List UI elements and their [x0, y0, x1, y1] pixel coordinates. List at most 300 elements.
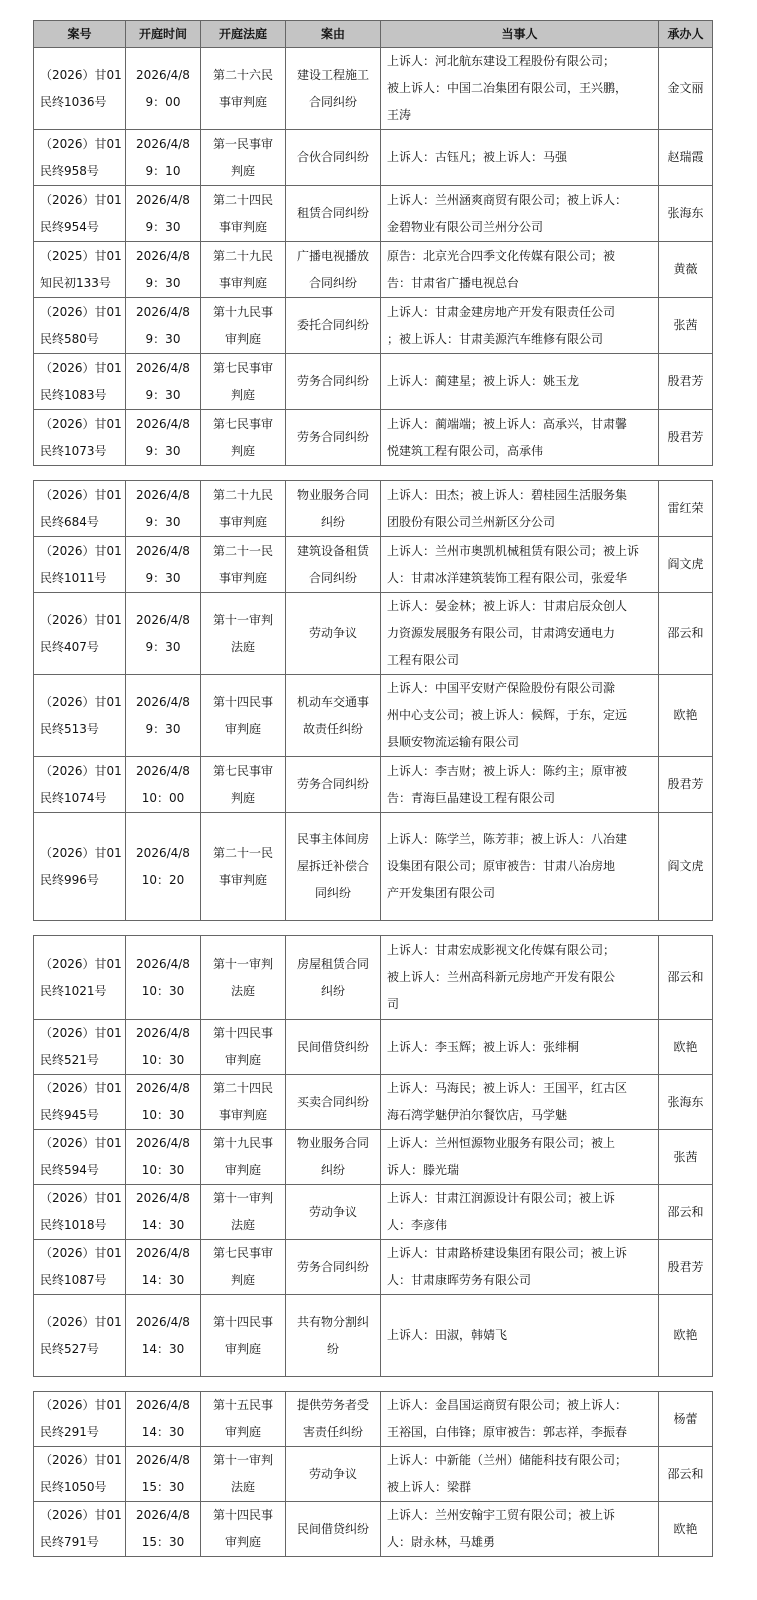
parties-cell — [381, 1130, 659, 1185]
judge-cell — [659, 242, 713, 298]
case-number-cell-line: 民终684号 — [40, 514, 99, 529]
judge-cell-line: 黄薇 — [673, 262, 698, 276]
case-number-cell — [34, 1392, 126, 1447]
case-number-cell-line: 民终1036号 — [40, 94, 107, 109]
case-cause-cell — [286, 1502, 381, 1557]
table-row — [34, 936, 713, 1020]
case-number-cell-line: （2026）甘01 — [40, 1246, 122, 1260]
case-number-cell-line: （2026）甘01 — [40, 694, 122, 709]
parties-cell-line: 州中心支公司；被上诉人：候辉，于东，定远 — [387, 708, 628, 722]
case-cause-cell-line: 劳务合同纠纷 — [296, 777, 369, 791]
courtroom-cell — [201, 130, 286, 186]
courtroom-cell — [201, 1075, 286, 1130]
hearing-time-cell-line: 2026/4/8 — [136, 1508, 190, 1522]
parties-cell — [381, 354, 659, 410]
hearing-time-cell-line: 10：30 — [141, 983, 185, 998]
case-number-cell-line: 民终1083号 — [40, 387, 107, 402]
hearing-time-cell-line: 2026/4/8 — [136, 1246, 190, 1260]
courtroom-cell-line: 第十九民事 — [212, 304, 273, 319]
courtroom-cell — [201, 354, 286, 410]
parties-cell-line: 王涛 — [387, 108, 412, 122]
table-row — [34, 1240, 713, 1295]
table-row — [34, 757, 713, 813]
judge-cell-line: 邵云和 — [667, 1204, 704, 1219]
case-cause-cell-line: 建设工程施工 — [296, 67, 369, 82]
judge-cell-line: 欧艳 — [673, 1039, 698, 1054]
courtroom-cell-line: 事审判庭 — [218, 514, 267, 529]
hearing-time-cell-line: 9：30 — [145, 514, 181, 529]
courtroom-cell-line: 第二十九民 — [212, 248, 273, 263]
hearing-time-cell-line: 2026/4/8 — [136, 487, 190, 502]
hearing-time-cell-line: 9：30 — [145, 570, 181, 585]
courtroom-cell-line: 第十五民事 — [212, 1398, 273, 1412]
case-number-cell-line: （2026）甘01 — [40, 543, 122, 558]
parties-cell-line: 上诉人：兰州市奥凯机械租赁有限公司；被上诉 — [387, 543, 640, 558]
parties-cell-line: 原告：北京光合四季文化传媒有限公司；被 — [387, 248, 616, 263]
courtroom-cell — [201, 1502, 286, 1557]
parties-cell — [381, 130, 659, 186]
courtroom-cell-line: 判庭 — [230, 163, 255, 178]
table-row — [34, 1130, 713, 1185]
parties-cell-line: 被上诉人：中国二冶集团有限公司，王兴鹏， — [387, 81, 628, 95]
case-number-cell — [34, 757, 126, 813]
case-cause-cell-line: 民间借贷纠纷 — [296, 1521, 369, 1536]
parties-cell — [381, 1502, 659, 1557]
courtroom-cell-line: 审判庭 — [224, 331, 261, 346]
case-number-cell — [34, 354, 126, 410]
hearing-time-cell — [126, 1075, 201, 1130]
courtroom-cell — [201, 242, 286, 298]
case-number-cell — [34, 48, 126, 130]
judge-cell — [659, 675, 713, 757]
case-cause-cell-line: 劳动争议 — [308, 626, 357, 640]
hearing-time-cell — [126, 1295, 201, 1377]
case-number-cell-line: 民终945号 — [40, 1108, 99, 1122]
case-cause-cell-line: 房屋租赁合同 — [296, 956, 369, 971]
case-number-cell-line: （2026）甘01 — [40, 1453, 122, 1467]
hearing-time-cell-line: 9：30 — [145, 387, 181, 402]
parties-cell — [381, 242, 659, 298]
courtroom-cell-line: 第二十四民 — [212, 192, 273, 207]
parties-cell — [381, 410, 659, 466]
courtroom-cell-line: 第十一审判 — [212, 1191, 273, 1205]
judge-cell-line: 张海东 — [667, 206, 704, 220]
courtroom-cell — [201, 298, 286, 354]
case-number-cell — [34, 298, 126, 354]
judge-cell — [659, 130, 713, 186]
case-number-cell-line: 民终407号 — [40, 639, 99, 654]
courtroom-cell-line: 第七民事审 — [212, 763, 273, 778]
courtroom-cell-line: 法庭 — [230, 639, 255, 654]
courtroom-cell — [201, 757, 286, 813]
hearing-table — [33, 20, 713, 1557]
hearing-time-cell-line: 9：30 — [145, 219, 181, 234]
parties-cell — [381, 298, 659, 354]
case-number-cell — [34, 813, 126, 921]
courtroom-cell-line: 第十一审判 — [212, 956, 273, 971]
case-cause-cell — [286, 186, 381, 242]
case-cause-cell — [286, 481, 381, 537]
parties-cell — [381, 1447, 659, 1502]
case-cause-cell-line: 物业服务合同 — [296, 487, 369, 502]
judge-cell — [659, 537, 713, 593]
judge-cell-line: 阎文虎 — [667, 557, 704, 571]
case-number-cell-line: 民终580号 — [40, 331, 99, 346]
courtroom-cell — [201, 1392, 286, 1447]
hearing-time-cell-line: 15：30 — [141, 1480, 185, 1494]
table-row — [34, 1185, 713, 1240]
parties-cell — [381, 48, 659, 130]
parties-cell — [381, 813, 659, 921]
courtroom-cell-line: 第七民事审 — [212, 360, 273, 375]
judge-cell — [659, 1447, 713, 1502]
page-break — [34, 921, 713, 936]
courtroom-cell-line: 第二十一民 — [212, 543, 273, 558]
judge-cell-line: 邵云和 — [667, 970, 704, 984]
courtroom-cell — [201, 593, 286, 675]
case-number-cell — [34, 936, 126, 1020]
case-cause-cell — [286, 1240, 381, 1295]
hearing-time-cell-line: 2026/4/8 — [136, 1453, 190, 1467]
judge-cell — [659, 48, 713, 130]
parties-cell-line: 上诉人：金昌国运商贸有限公司；被上诉人： — [387, 1398, 628, 1412]
case-cause-cell-line: 屋拆迁补偿合 — [296, 859, 369, 873]
hearing-time-cell-line: 10：30 — [141, 1108, 185, 1122]
column-header: 开庭法庭 — [201, 21, 286, 48]
judge-cell — [659, 1295, 713, 1377]
case-cause-cell-line: 劳动争议 — [308, 1466, 357, 1481]
parties-cell — [381, 936, 659, 1020]
case-number-cell — [34, 1502, 126, 1557]
parties-cell-line: 人：甘肃康晖劳务有限公司 — [387, 1273, 532, 1287]
table-row — [34, 1392, 713, 1447]
case-cause-cell — [286, 813, 381, 921]
case-cause-cell-line: 共有物分割纠 — [296, 1314, 369, 1329]
hearing-time-cell — [126, 1130, 201, 1185]
case-number-cell-line: （2026）甘01 — [40, 845, 122, 860]
case-cause-cell-line: 提供劳务者受 — [296, 1398, 369, 1412]
case-number-cell-line: 民终1018号 — [40, 1218, 107, 1232]
hearing-time-cell-line: 2026/4/8 — [136, 1398, 190, 1412]
hearing-time-cell-line: 2026/4/8 — [136, 360, 190, 375]
hearing-time-cell — [126, 936, 201, 1020]
courtroom-cell-line: 事审判庭 — [218, 1108, 267, 1122]
case-number-cell — [34, 410, 126, 466]
hearing-time-cell-line: 2026/4/8 — [136, 612, 190, 627]
parties-cell-line: 上诉人：中国平安财产保险股份有限公司滁 — [387, 681, 616, 695]
parties-cell-line: 悦建筑工程有限公司，高承伟 — [387, 443, 544, 458]
parties-cell-line: 上诉人：河北航东建设工程股份有限公司； — [387, 54, 616, 68]
case-number-cell-line: （2026）甘01 — [40, 136, 122, 151]
case-cause-cell — [286, 354, 381, 410]
courtroom-cell-line: 第一民事审 — [212, 136, 273, 151]
parties-cell — [381, 593, 659, 675]
case-number-cell — [34, 186, 126, 242]
parties-cell-line: 上诉人：马海民；被上诉人：王国平，红古区 — [387, 1081, 628, 1095]
hearing-time-cell-line: 2026/4/8 — [136, 845, 190, 860]
judge-cell-line: 赵瑞霞 — [667, 150, 704, 164]
parties-cell-line: 上诉人：甘肃江润源设计有限公司；被上诉 — [387, 1191, 616, 1205]
case-cause-cell-line: 纷 — [326, 1341, 339, 1356]
case-number-cell-line: 民终1011号 — [40, 570, 107, 585]
parties-cell-line: 上诉人：田杰；被上诉人：碧桂园生活服务集 — [387, 487, 628, 502]
parties-cell-line: 上诉人：陈学兰，陈芳菲；被上诉人：八冶建 — [387, 832, 628, 846]
case-number-cell — [34, 242, 126, 298]
courtroom-cell — [201, 1020, 286, 1075]
case-number-cell — [34, 675, 126, 757]
case-cause-cell-line: 租赁合同纠纷 — [296, 206, 369, 220]
column-header: 当事人 — [381, 21, 659, 48]
hearing-time-cell-line: 2026/4/8 — [136, 304, 190, 319]
table-row — [34, 354, 713, 410]
courtroom-cell-line: 审判庭 — [224, 1053, 261, 1067]
courtroom-cell — [201, 1130, 286, 1185]
courtroom-cell-line: 法庭 — [230, 1480, 255, 1494]
case-cause-cell-line: 合伙合同纠纷 — [296, 150, 369, 164]
hearing-time-cell-line: 10：20 — [141, 872, 185, 887]
parties-cell-line: 设集团有限公司；原审被告：甘肃八冶房地 — [387, 859, 616, 873]
table-header — [34, 21, 713, 48]
parties-cell-line: 上诉人：中新能（兰州）储能科技有限公司； — [387, 1453, 628, 1467]
case-cause-cell-line: 机动车交通事 — [296, 694, 369, 709]
hearing-time-cell — [126, 757, 201, 813]
case-number-cell-line: 民终1087号 — [40, 1273, 107, 1287]
judge-cell-line: 张海东 — [667, 1094, 704, 1109]
case-number-cell-line: 民终954号 — [40, 219, 99, 234]
judge-cell-line: 欧艳 — [673, 1521, 698, 1536]
courtroom-cell-line: 事审判庭 — [218, 275, 267, 290]
case-number-cell-line: 民终1050号 — [40, 1480, 107, 1494]
judge-cell-line: 雷红荣 — [667, 501, 704, 515]
parties-cell-line: 告：青海巨晶建设工程有限公司 — [387, 790, 556, 805]
hearing-time-cell — [126, 298, 201, 354]
courtroom-cell-line: 审判庭 — [224, 1163, 261, 1177]
parties-cell-line: 被上诉人：梁群 — [387, 1480, 472, 1494]
parties-cell — [381, 1020, 659, 1075]
parties-cell-line: 上诉人：甘肃路桥建设集团有限公司；被上诉 — [387, 1246, 628, 1260]
courtroom-cell-line: 判庭 — [230, 443, 255, 458]
courtroom-cell-line: 第十九民事 — [212, 1136, 273, 1150]
case-cause-cell — [286, 593, 381, 675]
courtroom-cell-line: 第十四民事 — [212, 1508, 273, 1522]
case-cause-cell — [286, 1185, 381, 1240]
page-break — [34, 466, 713, 481]
parties-cell — [381, 757, 659, 813]
hearing-time-cell-line: 2026/4/8 — [136, 67, 190, 82]
case-cause-cell-line: 合同纠纷 — [308, 570, 357, 585]
case-cause-cell-line: 故责任纠纷 — [302, 721, 363, 736]
parties-cell-line: 上诉人：兰州恒源物业服务有限公司；被上 — [387, 1136, 616, 1150]
courtroom-cell-line: 判庭 — [230, 790, 255, 805]
parties-cell-line: 上诉人：兰州安翰宇工贸有限公司；被上诉 — [387, 1508, 616, 1522]
table-body — [34, 48, 713, 1557]
case-number-cell — [34, 1240, 126, 1295]
parties-cell-line: 上诉人：蔺建星；被上诉人：姚玉龙 — [387, 374, 580, 388]
parties-cell-line: 上诉人：蔺端端；被上诉人：高承兴，甘肃馨 — [387, 416, 628, 431]
case-cause-cell — [286, 537, 381, 593]
case-cause-cell-line: 纠纷 — [320, 983, 345, 998]
parties-cell-line: 产开发集团有限公司 — [387, 886, 496, 900]
hearing-time-cell-line: 9：10 — [145, 163, 181, 178]
hearing-time-cell-line: 2026/4/8 — [136, 956, 190, 971]
hearing-time-cell — [126, 186, 201, 242]
hearing-time-cell-line: 14：30 — [141, 1425, 185, 1439]
judge-cell — [659, 1502, 713, 1557]
case-number-cell-line: （2026）甘01 — [40, 360, 122, 375]
judge-cell — [659, 1185, 713, 1240]
case-number-cell-line: （2026）甘01 — [40, 192, 122, 207]
table-row — [34, 186, 713, 242]
judge-cell — [659, 481, 713, 537]
case-number-cell — [34, 1295, 126, 1377]
parties-cell-line: 上诉人：晏金林；被上诉人：甘肃启辰众创人 — [387, 599, 628, 613]
case-number-cell-line: （2026）甘01 — [40, 1136, 122, 1150]
case-cause-cell-line: 委托合同纠纷 — [296, 318, 369, 332]
parties-cell — [381, 481, 659, 537]
hearing-time-cell-line: 2026/4/8 — [136, 1136, 190, 1150]
courtroom-cell — [201, 48, 286, 130]
case-cause-cell — [286, 1020, 381, 1075]
judge-cell-line: 金文丽 — [667, 81, 704, 95]
case-cause-cell — [286, 757, 381, 813]
case-number-cell-line: （2026）甘01 — [40, 1191, 122, 1205]
judge-cell — [659, 1392, 713, 1447]
judge-cell-line: 欧艳 — [673, 708, 698, 722]
table-row — [34, 1295, 713, 1377]
case-number-cell — [34, 481, 126, 537]
table-row — [34, 593, 713, 675]
table-row — [34, 130, 713, 186]
parties-cell-line: 金碧物业有限公司兰州分公司 — [387, 219, 544, 234]
judge-cell — [659, 410, 713, 466]
case-number-cell-line: （2026）甘01 — [40, 487, 122, 502]
courtroom-cell — [201, 410, 286, 466]
hearing-time-cell — [126, 410, 201, 466]
case-number-cell — [34, 593, 126, 675]
judge-cell — [659, 757, 713, 813]
courtroom-cell-line: 第七民事审 — [212, 416, 273, 431]
courtroom-cell-line: 审判庭 — [224, 1341, 261, 1356]
column-header: 开庭时间 — [126, 21, 201, 48]
case-number-cell-line: 民终1021号 — [40, 983, 107, 998]
hearing-time-cell — [126, 593, 201, 675]
parties-cell-line: 上诉人：田淑，韩婧飞 — [387, 1328, 508, 1342]
case-cause-cell — [286, 48, 381, 130]
case-cause-cell — [286, 242, 381, 298]
table-row — [34, 813, 713, 921]
hearing-time-cell-line: 2026/4/8 — [136, 1314, 190, 1329]
table-row — [34, 1020, 713, 1075]
column-header: 案号 — [34, 21, 126, 48]
parties-cell-line: 团股份有限公司兰州新区分公司 — [387, 514, 556, 529]
hearing-time-cell-line: 2026/4/8 — [136, 543, 190, 558]
parties-cell — [381, 1075, 659, 1130]
case-number-cell-line: 民终521号 — [40, 1053, 99, 1067]
judge-cell-line: 阎文虎 — [667, 859, 704, 873]
case-number-cell — [34, 1447, 126, 1502]
parties-cell — [381, 1185, 659, 1240]
case-cause-cell-line: 纠纷 — [320, 1163, 345, 1177]
courtroom-cell-line: 第十四民事 — [212, 1314, 273, 1329]
courtroom-cell-line: 第七民事审 — [212, 1246, 273, 1260]
courtroom-cell — [201, 936, 286, 1020]
case-number-cell-line: 民终1074号 — [40, 790, 107, 805]
table-row — [34, 410, 713, 466]
courtroom-cell-line: 判庭 — [230, 387, 255, 402]
hearing-time-cell-line: 9：30 — [145, 443, 181, 458]
case-number-cell-line: 民终996号 — [40, 872, 99, 887]
courtroom-cell-line: 判庭 — [230, 1273, 255, 1287]
judge-cell-line: 殷君芳 — [667, 374, 704, 388]
case-cause-cell-line: 劳动争议 — [308, 1204, 357, 1219]
hearing-time-cell-line: 2026/4/8 — [136, 136, 190, 151]
parties-cell-line: 上诉人：甘肃金建房地产开发有限责任公司 — [387, 304, 616, 319]
case-number-cell-line: 民终958号 — [40, 163, 99, 178]
parties-cell-line: 力资源发展服务有限公司，甘肃鸿安通电力 — [387, 626, 616, 640]
courtroom-cell-line: 审判庭 — [224, 1425, 261, 1439]
table-row — [34, 481, 713, 537]
case-cause-cell-line: 物业服务合同 — [296, 1136, 369, 1150]
case-number-cell-line: （2026）甘01 — [40, 1081, 122, 1095]
case-number-cell — [34, 1185, 126, 1240]
case-cause-cell — [286, 936, 381, 1020]
courtroom-cell-line: 第二十四民 — [212, 1081, 273, 1095]
parties-cell-line: 人：李彦伟 — [387, 1218, 448, 1232]
case-number-cell-line: 民终791号 — [40, 1535, 99, 1549]
judge-cell-line: 殷君芳 — [667, 1259, 704, 1274]
judge-cell-line: 张茜 — [673, 318, 698, 332]
hearing-time-cell — [126, 675, 201, 757]
parties-cell-line: 上诉人：甘肃宏成影视文化传媒有限公司； — [387, 943, 616, 957]
parties-cell-line: 人：甘肃冰洋建筑装饰工程有限公司，张爱华 — [387, 570, 628, 585]
parties-cell — [381, 186, 659, 242]
case-cause-cell-line: 劳务合同纠纷 — [296, 374, 369, 388]
case-cause-cell — [286, 1447, 381, 1502]
case-number-cell-line: 民终1073号 — [40, 443, 107, 458]
hearing-time-cell-line: 9：30 — [145, 275, 181, 290]
hearing-time-cell — [126, 48, 201, 130]
case-cause-cell — [286, 130, 381, 186]
parties-cell-line: 上诉人：古钰凡；被上诉人：马强 — [387, 150, 568, 164]
parties-cell — [381, 537, 659, 593]
courtroom-cell — [201, 1295, 286, 1377]
courtroom-cell-line: 事审判庭 — [218, 872, 267, 887]
judge-cell — [659, 936, 713, 1020]
hearing-time-cell-line: 15：30 — [141, 1535, 185, 1549]
courtroom-cell — [201, 537, 286, 593]
hearing-time-cell-line: 2026/4/8 — [136, 1026, 190, 1040]
table-row — [34, 675, 713, 757]
judge-cell — [659, 186, 713, 242]
courtroom-cell-line: 审判庭 — [224, 1535, 261, 1549]
case-cause-cell — [286, 410, 381, 466]
hearing-time-cell — [126, 481, 201, 537]
parties-cell-line: 海石湾学魅伊泊尔餐饮店，马学魅 — [387, 1108, 568, 1122]
table-row — [34, 298, 713, 354]
case-number-cell-line: （2026）甘01 — [40, 1314, 122, 1329]
parties-cell-line: 上诉人：兰州涵爽商贸有限公司；被上诉人： — [387, 192, 628, 207]
case-number-cell — [34, 1075, 126, 1130]
judge-cell — [659, 813, 713, 921]
parties-cell — [381, 1240, 659, 1295]
judge-cell — [659, 1020, 713, 1075]
hearing-time-cell-line: 9：30 — [145, 639, 181, 654]
courtroom-cell-line: 法庭 — [230, 1218, 255, 1232]
courtroom-cell-line: 第二十九民 — [212, 487, 273, 502]
courtroom-cell-line: 法庭 — [230, 983, 255, 998]
parties-cell-line: 王裕国，白伟锋；原审被告：郭志祥，李振春 — [387, 1425, 628, 1439]
case-number-cell-line: 民终594号 — [40, 1163, 99, 1177]
